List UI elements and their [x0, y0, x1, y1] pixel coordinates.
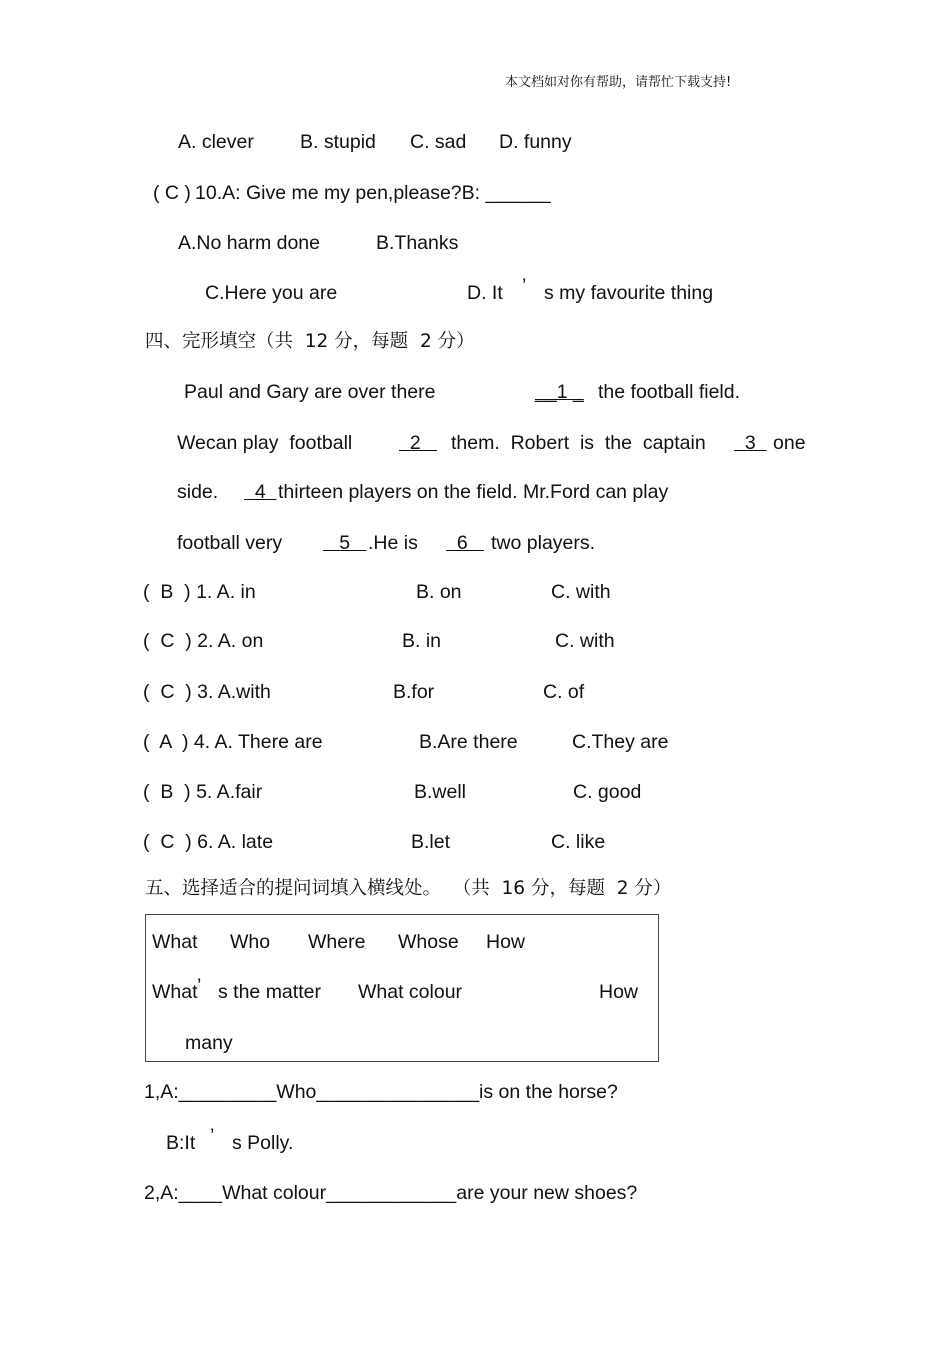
q2-answer-a: ( C ) 2. A. on	[143, 630, 264, 652]
q1-option-c: C. with	[551, 581, 611, 603]
passage-line1-a: Paul and Gary are over there	[184, 381, 436, 403]
q10-option-d-part1: D. It	[467, 282, 503, 304]
q9-option-d: D. funny	[499, 131, 572, 153]
q2-option-b: B. in	[402, 630, 442, 652]
word-how-many-part2: many	[185, 1032, 233, 1054]
passage-line3-a: side.	[177, 481, 219, 503]
q2-option-c: C. with	[555, 630, 615, 652]
passage-line4-c: two players.	[491, 532, 596, 554]
word-how: How	[486, 931, 526, 953]
passage-line2-b: them. Robert is the captain	[451, 432, 706, 454]
blank-3: 3	[734, 432, 767, 454]
q9-option-a: A. clever	[178, 131, 254, 153]
blank-2: 2	[399, 432, 437, 454]
word-what-colour: What colour	[358, 981, 463, 1003]
passage-line4-a: football very	[177, 532, 283, 554]
q1-answer-a: ( B ) 1. A. in	[143, 581, 256, 603]
q5-option-b: B.well	[414, 781, 467, 803]
word-who: Who	[230, 931, 271, 953]
q10-option-d-apostrophe: ’	[522, 275, 527, 297]
s5-q2-line-a: 2,A:____What colour____________are your new shoes?	[144, 1182, 638, 1204]
q5-option-c: C. good	[573, 781, 642, 803]
blank-4: 4	[244, 481, 277, 503]
word-what: What	[152, 931, 198, 953]
passage-line4-b: .He is	[368, 532, 418, 554]
word-whats-part1: What	[152, 981, 198, 1003]
passage-line2-a: Wecan play football	[177, 432, 353, 454]
section5-title: 五、选择适合的提问词填入横线处。 （共 16 分，每题 2 分）	[145, 878, 672, 899]
section4-title: 四、完形填空（共 12 分，每题 2 分）	[145, 331, 475, 352]
s5-q1-apostrophe: ’	[210, 1125, 215, 1147]
q5-answer-a: ( B ) 5. A.fair	[143, 781, 263, 803]
passage-line2-c: one	[773, 432, 806, 454]
word-whats-part2: s the matter	[218, 981, 321, 1003]
q4-option-c: C.They are	[572, 731, 669, 753]
q10-option-b: B.Thanks	[376, 232, 459, 254]
s5-q1-line-b-part1: B:It	[166, 1132, 196, 1154]
header-note: 本文档如对你有帮助，请帮忙下载支持!	[505, 75, 732, 90]
blank-6: 6	[446, 532, 484, 554]
passage-line1-b: the football field.	[598, 381, 741, 403]
q10-option-d-part2: s my favourite thing	[544, 282, 714, 304]
q3-option-b: B.for	[393, 681, 435, 703]
q9-option-c: C. sad	[410, 131, 467, 153]
q6-option-c: C. like	[551, 831, 606, 853]
q10-answer: ( C )	[153, 182, 191, 204]
blank-5: 5	[323, 532, 367, 554]
q10-prompt: 10.A: Give me my pen,please?B: ______	[195, 182, 551, 204]
q4-answer-a: ( A ) 4. A. There are	[143, 731, 323, 753]
blank-1: __1 _	[535, 381, 584, 403]
q1-option-b: B. on	[416, 581, 462, 603]
q3-answer-a: ( C ) 3. A.with	[143, 681, 271, 703]
q4-option-b: B.Are there	[419, 731, 518, 753]
q6-option-b: B.let	[411, 831, 451, 853]
q10-option-c: C.Here you are	[205, 282, 338, 304]
q3-option-c: C. of	[543, 681, 585, 703]
q9-option-b: B. stupid	[300, 131, 376, 153]
s5-q1-line-b-part2: s Polly.	[232, 1132, 294, 1154]
word-how-many-part1: How	[599, 981, 639, 1003]
word-whats-apostrophe: ’	[197, 975, 202, 997]
s5-q1-line-a: 1,A:_________Who_______________is on the horse?	[144, 1081, 618, 1103]
q10-option-a: A.No harm done	[178, 232, 320, 254]
q6-answer-a: ( C ) 6. A. late	[143, 831, 274, 853]
word-where: Where	[308, 931, 366, 953]
passage-line3-b: thirteen players on the field. Mr.Ford can play	[278, 481, 669, 503]
word-whose: Whose	[398, 931, 459, 953]
